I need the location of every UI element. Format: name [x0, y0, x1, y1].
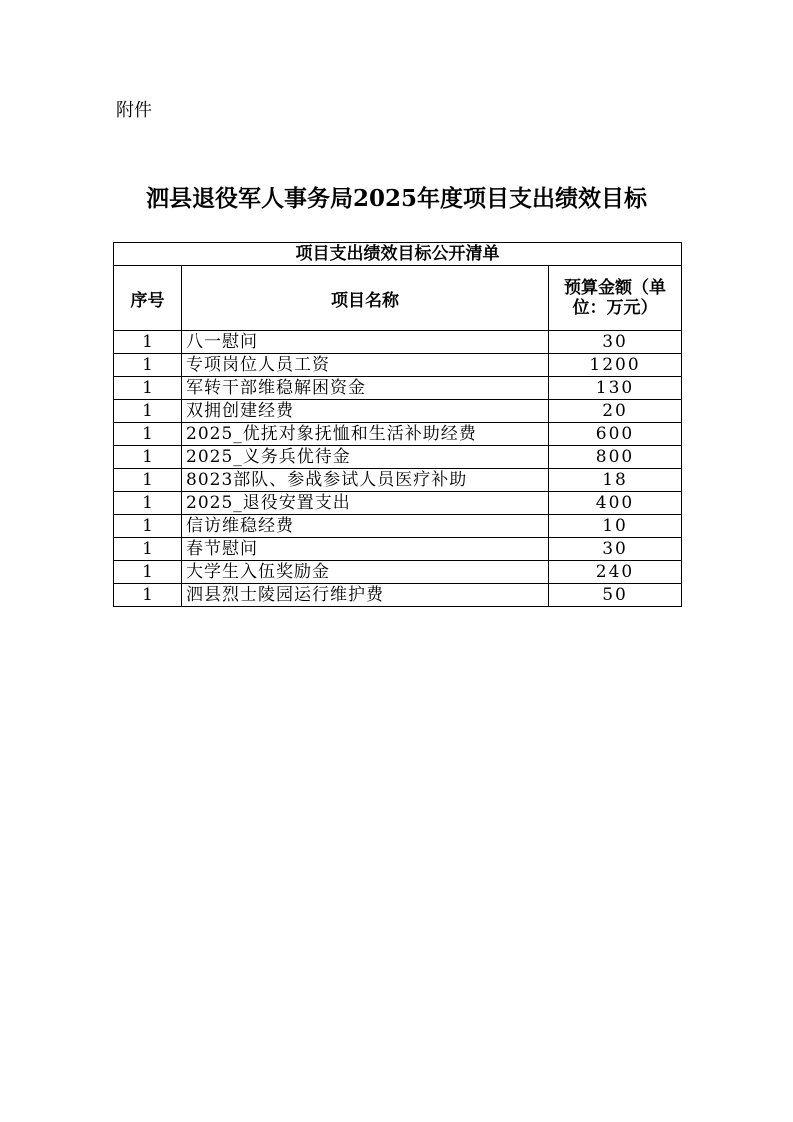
- row-budget-amount: 20: [549, 400, 682, 423]
- row-project-name: 泗县烈士陵园运行维护费: [182, 584, 549, 607]
- table-row: [114, 400, 682, 423]
- row-budget-amount: 240: [549, 561, 682, 584]
- row-budget-amount: 30: [549, 331, 682, 354]
- row-budget-amount: 18: [549, 469, 682, 492]
- table-row: [114, 584, 682, 607]
- row-project-name: 2025_优抚对象抚恤和生活补助经费: [182, 423, 549, 446]
- row-seq: 1: [114, 377, 182, 400]
- row-seq: 1: [114, 584, 182, 607]
- row-budget-amount: 130: [549, 377, 682, 400]
- table-header-row: [114, 266, 682, 331]
- row-budget-amount: 600: [549, 423, 682, 446]
- row-project-name: 信访维稳经费: [182, 515, 549, 538]
- row-budget-amount: 1200: [549, 354, 682, 377]
- row-project-name: 军转干部维稳解困资金: [182, 377, 549, 400]
- performance-target-table: [113, 242, 682, 607]
- table-caption: 项目支出绩效目标公开清单: [114, 243, 682, 266]
- header-project-name: 项目名称: [182, 266, 549, 331]
- row-budget-amount: 50: [549, 584, 682, 607]
- row-budget-amount: 400: [549, 492, 682, 515]
- row-project-name: 2025_退役安置支出: [182, 492, 549, 515]
- row-seq: 1: [114, 538, 182, 561]
- table-row: [114, 469, 682, 492]
- table-row: [114, 492, 682, 515]
- table-row: [114, 423, 682, 446]
- row-budget-amount: 10: [549, 515, 682, 538]
- table-row: [114, 377, 682, 400]
- row-budget-amount: 800: [549, 446, 682, 469]
- row-project-name: 春节慰问: [182, 538, 549, 561]
- row-project-name: 八一慰问: [182, 331, 549, 354]
- table-row: [114, 515, 682, 538]
- row-project-name: 专项岗位人员工资: [182, 354, 549, 377]
- row-seq: 1: [114, 400, 182, 423]
- table-caption-row: [114, 243, 682, 266]
- row-seq: 1: [114, 469, 182, 492]
- row-project-name: 8023部队、参战参试人员医疗补助: [182, 469, 549, 492]
- row-seq: 1: [114, 446, 182, 469]
- attachment-label: 附件: [116, 100, 152, 121]
- row-seq: 1: [114, 423, 182, 446]
- row-seq: 1: [114, 331, 182, 354]
- row-seq: 1: [114, 354, 182, 377]
- header-budget-amount: 预算金额（单位：万元）: [549, 266, 682, 331]
- table-row: [114, 561, 682, 584]
- row-budget-amount: 30: [549, 538, 682, 561]
- row-seq: 1: [114, 515, 182, 538]
- table-row: [114, 538, 682, 561]
- header-seq: 序号: [114, 266, 182, 331]
- table-row: [114, 354, 682, 377]
- row-seq: 1: [114, 492, 182, 515]
- row-project-name: 2025_义务兵优待金: [182, 446, 549, 469]
- table-row: [114, 446, 682, 469]
- row-seq: 1: [114, 561, 182, 584]
- table-row: [114, 331, 682, 354]
- row-project-name: 大学生入伍奖励金: [182, 561, 549, 584]
- document-title: 泗县退役军人事务局2025年度项目支出绩效目标: [145, 185, 647, 212]
- row-project-name: 双拥创建经费: [182, 400, 549, 423]
